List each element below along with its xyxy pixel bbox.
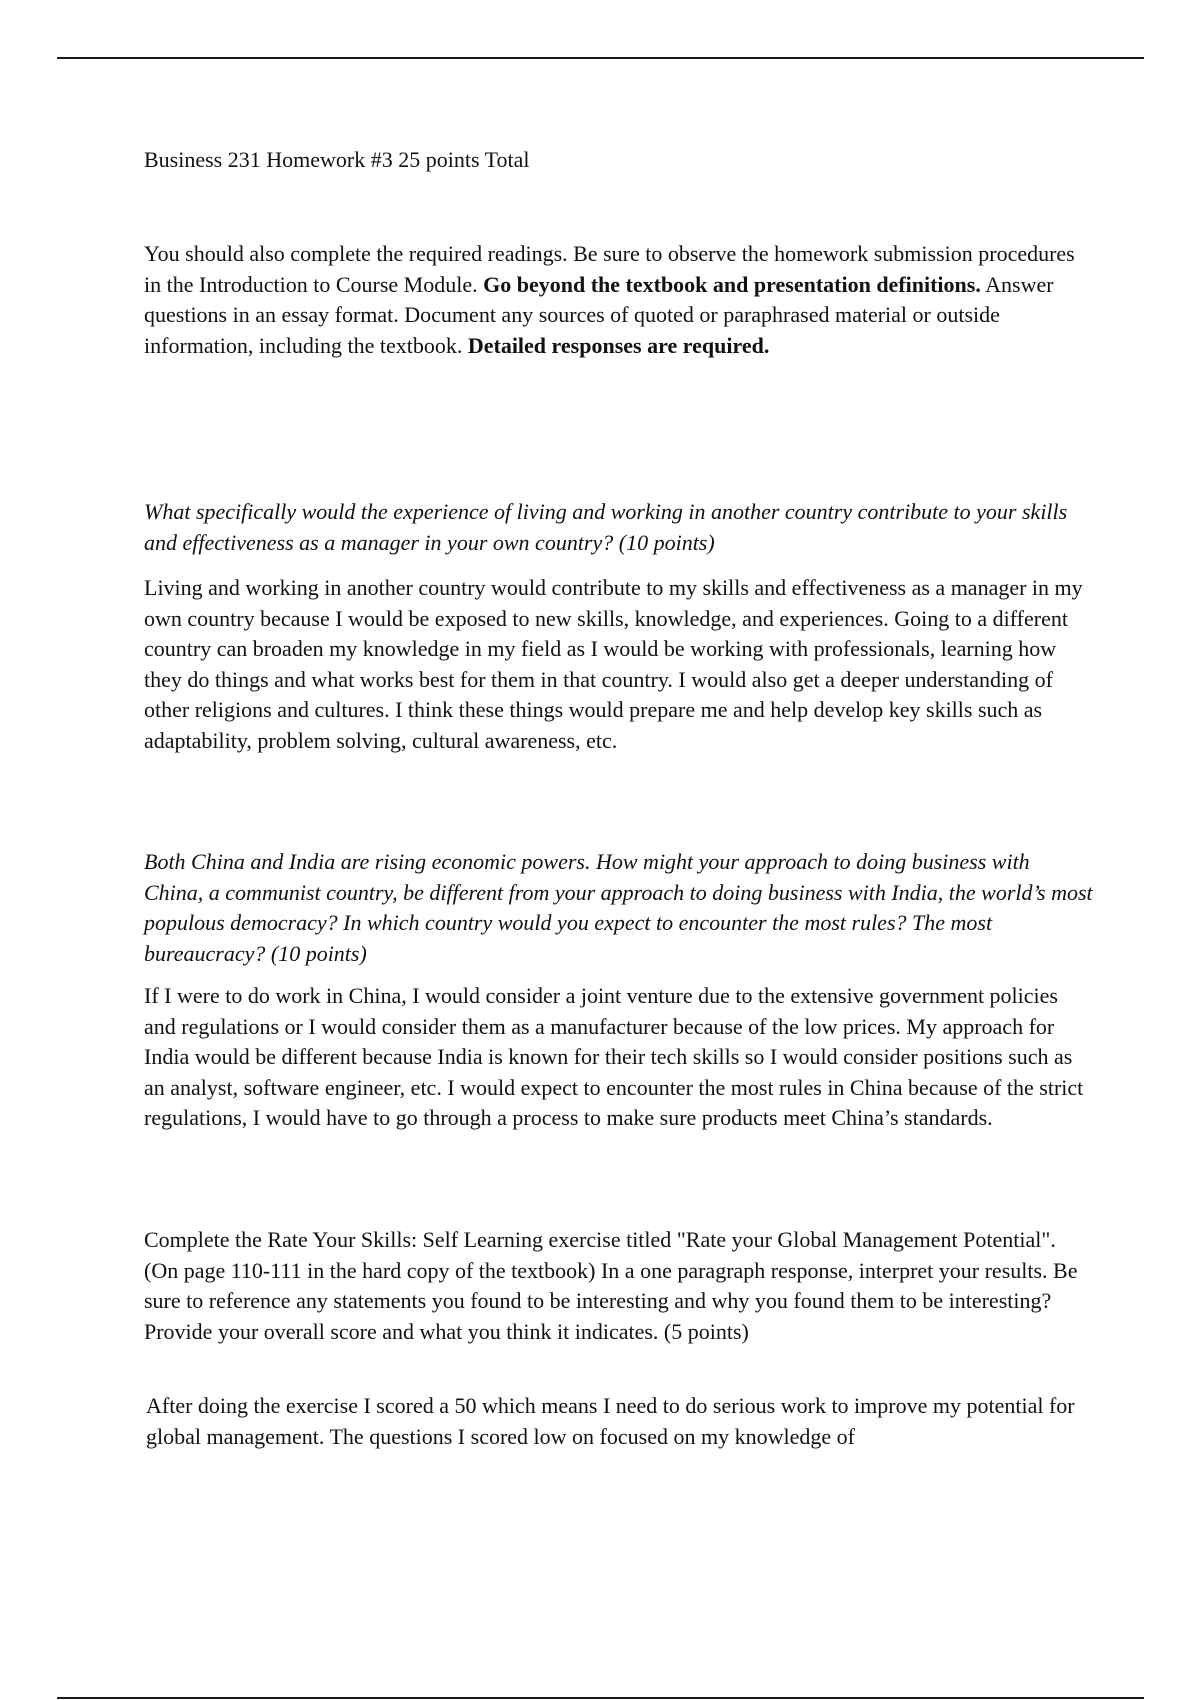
question-1: What specifically would the experience of living and working in another country contribute to your skills and effectiveness as a manager in your own country? (10 points) bbox=[144, 499, 1068, 555]
answer-1: Living and working in another country would contribute to my skills and effectiveness as a manager in my own country because I would be exposed to new skills, knowledge, and experiences. Going to a different country can broaden my knowledge in my field as I would be working with professionals, learning how they do things and what works best for them in that country. I would also get a deeper understanding of other religions and cultures. I think these things would prepare me and help develop key skills such as adaptability, problem solving, cultural awareness, etc. bbox=[144, 575, 1083, 753]
header-rule bbox=[57, 57, 1144, 59]
answer-2: If I were to do work in China, I would consider a joint venture due to the extensive government policies and regulations or I would consider them as a manufacturer because of the low prices. My approach for India would be different because India is known for their tech skills so I would consider positions such as an analyst, software engineer, etc. I would expect to encounter the most rules in China because of the strict regulations, I would have to go through a process to make sure products meet China’s standards. bbox=[144, 983, 1084, 1130]
answer-3: After doing the exercise I scored a 50 which means I need to do serious work to improve my potential for global management. The questions I scored low on focused on my knowledge of bbox=[146, 1393, 1075, 1449]
instructions-text-1: You should also complete the required readings. Be sure to observe the homework submission procedures in the Introduction to Course Module. bbox=[144, 241, 1075, 297]
question-3: Complete the Rate Your Skills: Self Learning exercise titled "Rate your Global Management Potential". (On page 110-111 in the hard copy of the textbook) In a one paragraph response, interpret your results. Be sure to reference any statements you found to be interesting and why you found them to be interesting? Provide your overall score and what you think it indicates. (5 points) bbox=[144, 1227, 1078, 1344]
instructions-emphasis-1: Go beyond the textbook and presentation definitions. bbox=[483, 271, 981, 297]
footer-rule bbox=[57, 1697, 1144, 1699]
instructions-paragraph bbox=[144, 239, 1084, 361]
question-2: Both China and India are rising economic powers. How might your approach to doing business with China, a communist country, be different from your approach to doing business with India, the world’s most populous democracy? In which country would you expect to encounter the most rules? The most bureaucracy? (10 points) bbox=[144, 849, 1093, 966]
instructions-emphasis-2: Detailed responses are required. bbox=[467, 332, 770, 358]
instructions-text-2: Answer questions in an essay format. Document any sources of quoted or paraphrased material or outside information, including the textbook. bbox=[144, 271, 1054, 358]
document-title: Business 231 Homework #3 25 points Total bbox=[144, 147, 530, 172]
